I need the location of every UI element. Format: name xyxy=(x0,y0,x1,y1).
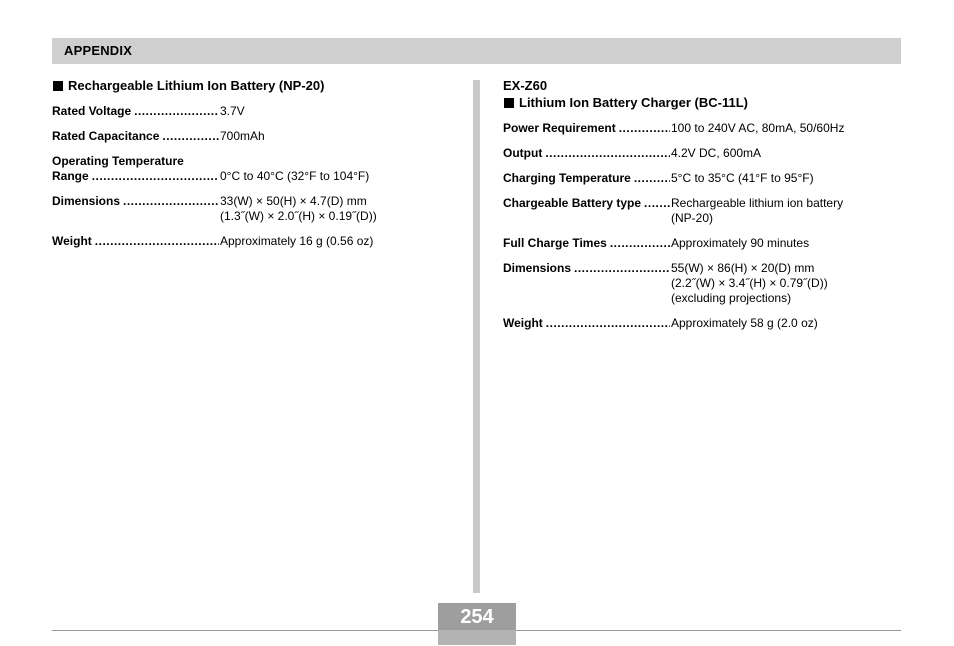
spec-label-text: Full Charge Times xyxy=(503,236,607,250)
spec-label xyxy=(503,236,671,251)
spec-label-line xyxy=(503,196,671,211)
spec-value-line: Rechargeable lithium ion battery xyxy=(671,196,844,210)
spec-label xyxy=(503,146,671,161)
spec-value-line: (2.2˝(W) × 3.4˝(H) × 0.79˝(D)) xyxy=(671,276,828,290)
spec-row xyxy=(52,104,462,119)
spec-row xyxy=(503,121,903,136)
spec-label xyxy=(503,261,671,306)
leader-dots xyxy=(95,234,219,249)
left-column xyxy=(52,78,462,259)
spec-label-line xyxy=(52,129,220,144)
spec-row xyxy=(52,194,462,224)
spec-label-text: Dimensions xyxy=(52,194,121,208)
leader-dots xyxy=(644,196,670,211)
spec-row xyxy=(52,154,462,184)
spec-value-line: (NP-20) xyxy=(671,211,714,225)
spec-label-line xyxy=(503,171,671,186)
leader-dots xyxy=(634,171,670,186)
leader-dots xyxy=(134,104,219,119)
spec-value xyxy=(220,129,265,144)
spec-value-line: 100 to 240V AC, 80mA, 50/60Hz xyxy=(671,121,845,135)
model-label: EX-Z60 xyxy=(503,78,548,93)
spec-value xyxy=(220,194,377,224)
spec-value-line: Approximately 58 g (2.0 oz) xyxy=(671,316,818,330)
spec-label-line xyxy=(52,194,220,209)
spec-value-line: 0°C to 40°C (32°F to 104°F) xyxy=(220,169,370,183)
spec-label-text: Power Requirement xyxy=(503,121,616,135)
header-bar xyxy=(52,38,901,64)
spec-value xyxy=(671,146,761,161)
spec-label-text: Weight xyxy=(52,234,92,248)
spec-row xyxy=(503,316,903,331)
spec-label xyxy=(503,316,671,331)
leader-dots xyxy=(610,236,670,251)
leader-dots xyxy=(123,194,219,209)
spec-value-line: (1.3˝(W) × 2.0˝(H) × 0.19˝(D)) xyxy=(220,209,377,223)
leader-dots xyxy=(619,121,670,136)
column-divider xyxy=(473,80,480,593)
section-title-charger xyxy=(503,95,903,111)
spec-value-line: 3.7V xyxy=(220,104,245,118)
spec-label-text: Weight xyxy=(503,316,543,330)
spec-label xyxy=(52,129,220,144)
spec-row xyxy=(52,129,462,144)
spec-value xyxy=(671,121,844,136)
spec-label-text: Charging Temperature xyxy=(503,171,631,185)
spec-label xyxy=(52,194,220,224)
spec-value xyxy=(671,316,818,331)
spec-label-line xyxy=(503,121,671,136)
spec-label xyxy=(52,104,220,119)
spec-value-line: 4.2V DC, 600mA xyxy=(671,146,762,160)
page-number-box xyxy=(438,603,516,645)
spec-label-line xyxy=(52,104,220,119)
spec-value-line: Approximately 16 g (0.56 oz) xyxy=(220,234,374,248)
spec-label-text: Output xyxy=(503,146,543,160)
right-column xyxy=(503,78,903,341)
spec-value-line: 33(W) × 50(H) × 4.7(D) mm xyxy=(220,194,367,208)
spec-label-line xyxy=(503,146,671,161)
spec-label-line xyxy=(503,316,671,331)
spec-label-text: Dimensions xyxy=(503,261,572,275)
spec-label-line xyxy=(503,261,671,276)
spec-label-line xyxy=(52,154,220,169)
spec-value xyxy=(220,234,373,249)
spec-label-text: Rated Voltage xyxy=(52,104,132,118)
spec-label xyxy=(503,171,671,186)
spec-label xyxy=(52,234,220,249)
leader-dots xyxy=(546,316,670,331)
spec-label-line xyxy=(503,236,671,251)
spec-value-line: 5°C to 35°C (41°F to 95°F) xyxy=(671,171,814,185)
spec-label-line xyxy=(52,169,220,184)
spec-value xyxy=(671,236,809,251)
spec-row xyxy=(503,261,903,306)
leader-dots xyxy=(92,169,219,184)
spec-label-text: Chargeable Battery type xyxy=(503,196,642,210)
section-title-text: Rechargeable Lithium Ion Battery (NP-20) xyxy=(68,78,325,93)
spec-label-line xyxy=(52,234,220,249)
spec-row xyxy=(503,236,903,251)
spec-value xyxy=(671,196,843,226)
section-title-battery xyxy=(52,78,462,94)
spec-value xyxy=(671,261,828,306)
black-square-icon xyxy=(53,81,63,91)
spec-value xyxy=(220,104,245,119)
spec-value-line: 55(W) × 86(H) × 20(D) mm xyxy=(671,261,815,275)
spec-value-line: Approximately 90 minutes xyxy=(671,236,810,250)
spec-label xyxy=(503,196,671,226)
spec-value-line: 700mAh xyxy=(220,129,265,143)
spec-label-text: Range xyxy=(52,169,89,183)
spec-row xyxy=(503,196,903,226)
spec-label-text: Rated Capacitance xyxy=(52,129,160,143)
spec-row xyxy=(52,234,462,249)
spec-row xyxy=(503,171,903,186)
leader-dots xyxy=(545,146,670,161)
leader-dots xyxy=(162,129,219,144)
spec-label-text: Operating Temperature xyxy=(52,154,184,168)
page-number: 254 xyxy=(460,606,494,628)
spec-label xyxy=(52,154,220,184)
page-header-title: APPENDIX xyxy=(64,43,133,58)
spec-value xyxy=(671,171,814,186)
section-title-text: Lithium Ion Battery Charger (BC-11L) xyxy=(519,95,748,110)
leader-dots xyxy=(574,261,670,276)
spec-list-battery xyxy=(52,104,462,249)
black-square-icon xyxy=(504,98,514,108)
spec-label xyxy=(503,121,671,136)
spec-value xyxy=(220,154,369,184)
spec-row xyxy=(503,146,903,161)
spec-value-line: (excluding projections) xyxy=(671,291,792,305)
spec-value-spacer xyxy=(220,154,369,169)
spec-list-charger xyxy=(503,121,903,331)
